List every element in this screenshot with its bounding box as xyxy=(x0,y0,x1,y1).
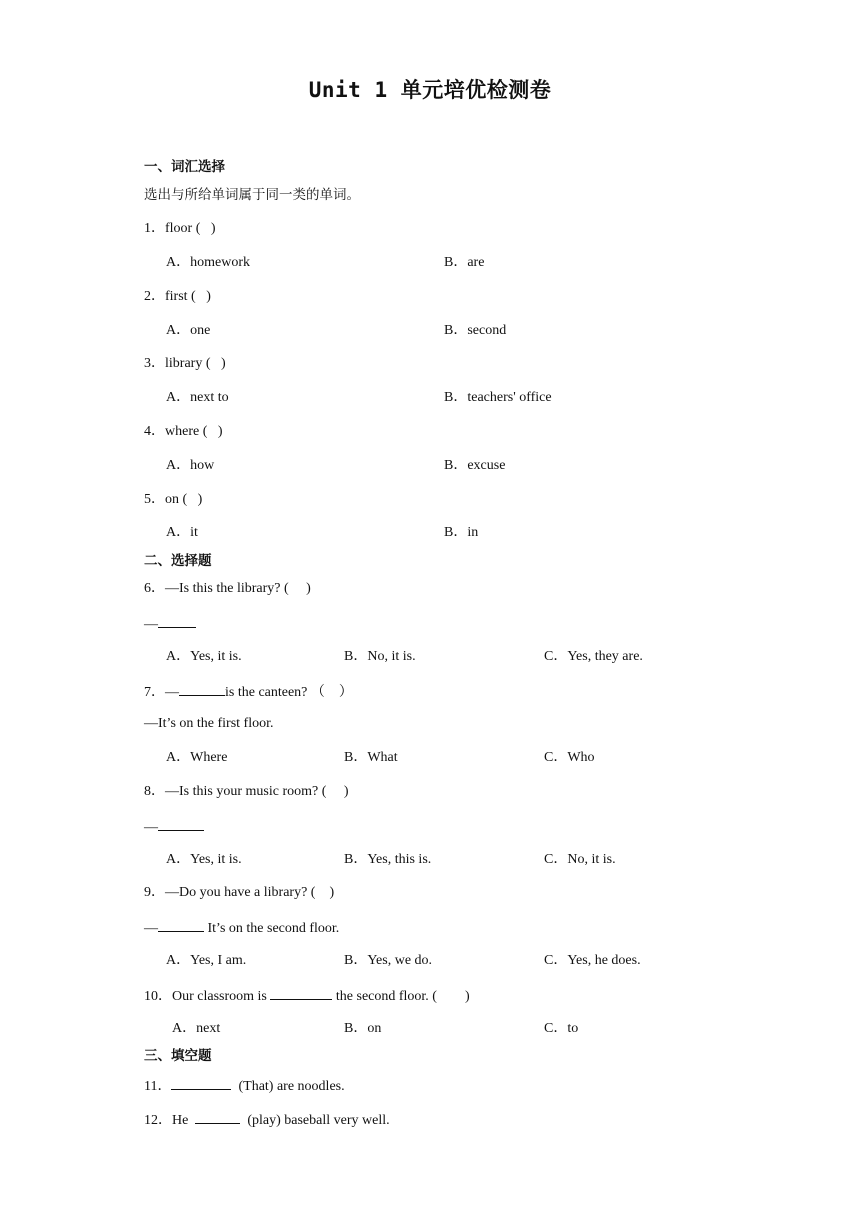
question-8-answer-line xyxy=(144,816,204,838)
question-2-option-b[interactable]: B．second xyxy=(444,323,507,338)
answer-blank[interactable] xyxy=(270,985,332,1000)
question-7-answer-line: —It’s on the first floor. xyxy=(144,716,274,731)
question-7-option-b[interactable]: B．What xyxy=(344,750,398,765)
question-11-stem xyxy=(144,1075,345,1097)
question-3-option-b[interactable]: B．teachers' office xyxy=(444,390,552,405)
question-9-option-a[interactable]: A．Yes, I am. xyxy=(166,953,247,968)
answer-blank[interactable] xyxy=(171,1075,231,1090)
question-6-answer-line xyxy=(144,613,196,635)
question-text: (play) baseball very well. xyxy=(240,1113,390,1128)
question-7-stem xyxy=(144,681,353,703)
question-10-option-a[interactable]: A．next xyxy=(172,1021,221,1036)
question-1-option-b[interactable]: B．are xyxy=(444,255,485,270)
question-2-stem: 2．first ( ) xyxy=(144,289,211,304)
question-9-stem: 9．—Do you have a library? ( ) xyxy=(144,885,335,900)
question-3-stem: 3．library ( ) xyxy=(144,356,226,371)
answer-dash: — xyxy=(144,921,158,936)
question-6-option-b[interactable]: B．No, it is. xyxy=(344,649,416,664)
question-9-option-c[interactable]: C．Yes, he does. xyxy=(544,953,641,968)
question-text: is the canteen? （ ） xyxy=(225,685,353,700)
section-3-heading: 三、填空题 xyxy=(144,1048,212,1064)
question-12-stem xyxy=(144,1109,390,1131)
question-8-option-b[interactable]: B．Yes, this is. xyxy=(344,852,432,867)
question-4-stem: 4．where ( ) xyxy=(144,424,223,439)
question-9-answer-line xyxy=(144,917,339,939)
answer-text: It’s on the second floor. xyxy=(204,921,340,936)
question-1-option-a[interactable]: A．homework xyxy=(166,255,250,270)
question-4-option-a[interactable]: A．how xyxy=(166,458,215,473)
question-7-option-a[interactable]: A．Where xyxy=(166,750,228,765)
question-6-stem: 6．—Is this the library? ( ) xyxy=(144,581,311,596)
question-8-option-c[interactable]: C．No, it is. xyxy=(544,852,616,867)
answer-blank[interactable] xyxy=(195,1109,240,1124)
question-text: 10．Our classroom is xyxy=(144,989,271,1004)
question-4-option-b[interactable]: B．excuse xyxy=(444,458,506,473)
question-1-stem: 1．floor ( ) xyxy=(144,221,216,236)
answer-dash: — xyxy=(144,820,158,835)
answer-blank[interactable] xyxy=(158,917,204,932)
question-5-option-a[interactable]: A．it xyxy=(166,525,198,540)
question-3-option-a[interactable]: A．next to xyxy=(166,390,229,405)
question-5-stem: 5．on ( ) xyxy=(144,492,203,507)
question-10-stem xyxy=(144,985,470,1007)
question-5-option-b[interactable]: B．in xyxy=(444,525,479,540)
question-6-option-c[interactable]: C．Yes, they are. xyxy=(544,649,643,664)
question-2-option-a[interactable]: A．one xyxy=(166,323,211,338)
question-10-option-c[interactable]: C．to xyxy=(544,1021,579,1036)
question-8-option-a[interactable]: A．Yes, it is. xyxy=(166,852,242,867)
answer-blank[interactable] xyxy=(158,816,204,831)
section-1-instruction: 选出与所给单词属于同一类的单词。 xyxy=(144,187,360,203)
question-text: 12．He xyxy=(144,1113,196,1128)
page-title: Unit 1 单元培优检测卷 xyxy=(308,78,552,102)
question-number: 11． xyxy=(144,1079,172,1094)
section-1-heading: 一、词汇选择 xyxy=(144,159,225,175)
answer-blank[interactable] xyxy=(158,613,196,628)
answer-blank[interactable] xyxy=(179,681,225,696)
answer-dash: — xyxy=(144,617,158,632)
question-text: the second floor. ( ) xyxy=(332,989,470,1004)
question-6-option-a[interactable]: A．Yes, it is. xyxy=(166,649,242,664)
question-text: (That) are noodles. xyxy=(231,1079,345,1094)
question-7-option-c[interactable]: C．Who xyxy=(544,750,595,765)
question-8-stem: 8．—Is this your music room? ( ) xyxy=(144,784,349,799)
question-10-option-b[interactable]: B．on xyxy=(344,1021,382,1036)
section-2-heading: 二、选择题 xyxy=(144,553,212,569)
question-number: 7．— xyxy=(144,685,179,700)
question-9-option-b[interactable]: B．Yes, we do. xyxy=(344,953,433,968)
